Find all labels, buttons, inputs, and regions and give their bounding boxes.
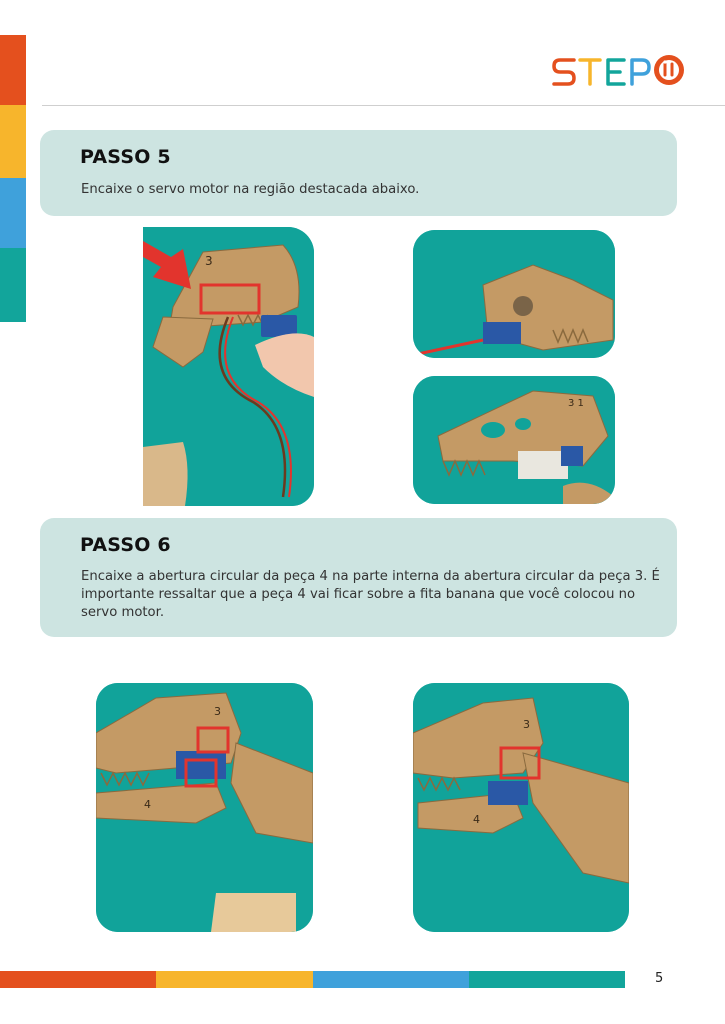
step-logo xyxy=(552,50,692,94)
step-6-title: PASSO 6 xyxy=(80,534,171,556)
servo-tape-photo xyxy=(413,376,615,504)
step-5-photo-top-right xyxy=(413,230,615,358)
step-6-box xyxy=(40,518,677,637)
servo-closeup-photo xyxy=(413,230,615,358)
header-divider xyxy=(42,105,725,106)
photo-label: 3 xyxy=(214,705,221,718)
footer-bar-yellow xyxy=(156,971,312,988)
footer-bar-teal xyxy=(469,971,625,988)
photo-label: 3 xyxy=(205,254,213,268)
photo-label: 4 xyxy=(473,813,480,826)
step-logo-icon xyxy=(552,50,692,94)
dinosaur-head-photo xyxy=(143,227,314,506)
footer-bar-orange xyxy=(0,971,156,988)
step-6-text: Encaixe a abertura circular da peça 4 na parte interna da abertura circular da peça 3. É importante ressaltar que a peça 4 vai ficar sobre a fita banana que você colocou no servo motor. xyxy=(81,569,660,620)
photo-label: 3 1 xyxy=(568,398,584,409)
footer-color-bar xyxy=(0,971,625,988)
piece-4-fitting-photo xyxy=(96,683,313,932)
strip-blue xyxy=(0,178,26,248)
photo-label: 4 xyxy=(144,798,151,811)
strip-yellow xyxy=(0,105,26,178)
photo-label: 3 xyxy=(523,718,530,731)
strip-orange xyxy=(0,35,26,105)
step-6-photo-left xyxy=(96,683,313,932)
step-5-box xyxy=(40,130,677,216)
step-5-text: Encaixe o servo motor na região destacada abaixo. xyxy=(81,182,420,197)
strip-teal xyxy=(0,248,26,322)
step-6-photo-right xyxy=(413,683,629,932)
page-number: 5 xyxy=(655,971,664,986)
step-5-title: PASSO 5 xyxy=(80,146,171,168)
side-color-strip xyxy=(0,35,26,322)
step-5-photo-main xyxy=(143,227,314,506)
piece-4-assembled-photo xyxy=(413,683,629,932)
step-5-photo-bottom-right xyxy=(413,376,615,504)
footer-bar-blue xyxy=(313,971,469,988)
